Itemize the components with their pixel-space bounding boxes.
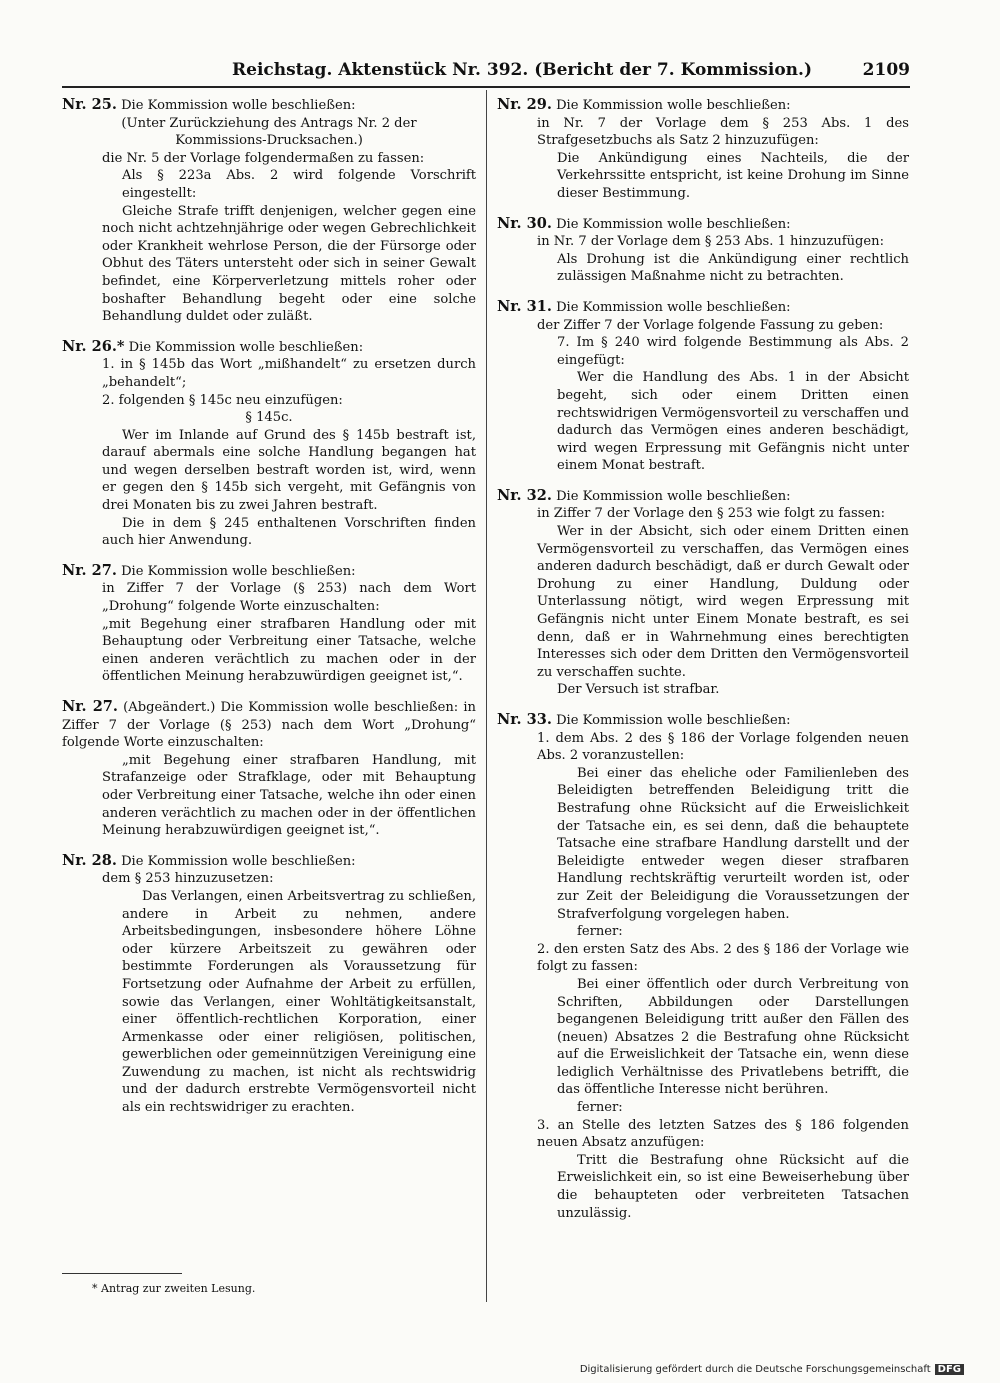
entry-text: in Nr. 7 der Vorlage dem § 253 Abs. 1 hinzuzufügen:	[537, 234, 885, 250]
entry-number: Nr. 30.	[497, 214, 552, 232]
entry-text: Wer in der Absicht, sich oder einem Dritten einen Vermögensvorteil zu verschaffen, das Vermögen eines anderen dadurch beschädigt, daß er durch Gewalt oder Drohung zu einer Handlung, Duldung oder Unterlassung nötigt, wird wegen Erpressung mit Gefängnis nicht unter Einem Monate bestraft, es sei denn, daß er in Wahrnehmung eines berechtigten Interesses sich oder dem Dritten den Vermögensvorteil zu verschaffen suchte.	[537, 524, 909, 680]
entry-text: Tritt die Bestrafung ohne Rücksicht auf die Erweislichkeit ein, so ist eine Beweiserhebung über die behaupteten oder verbreiteten Tatsachen unzulässig.	[557, 1152, 909, 1221]
entry-nr-30	[497, 215, 909, 286]
entry-text: ferner:	[577, 1100, 623, 1116]
entry-intro: Die Kommission wolle beschließen:	[556, 713, 791, 728]
entry-intro: (Abgeändert.) Die Kommission wolle beschließen: in Ziffer 7 der Vorlage (§ 253) nach dem Wort „Drohung“ folgende Worte einzuschalten:	[62, 700, 476, 751]
entry-text: Die in dem § 245 enthaltenen Vorschriften finden auch hier Anwendung.	[102, 515, 476, 549]
entry-nr-32	[497, 487, 909, 699]
entry-text: Bei einer das eheliche oder Familienleben des Beleidigten betreffenden Beleidigung tritt die Bestrafung ohne Rücksicht auf die Erweislichkeit der Tatsache ein, es sei denn, daß die behauptete Tatsache eine strafbare Handlung darstellt und der Beleidigte entweder wegen dieser strafbaren Handlung rechtskräftig verurteilt worden ist, oder zur Zeit der Beleidigung die Voraussetzungen der Strafverfolgung vorgelegen haben.	[557, 765, 909, 922]
entry-text: in Ziffer 7 der Vorlage (§ 253) nach dem Wort „Drohung“ folgende Worte einzuschalten:	[102, 581, 476, 615]
entry-text: Wer die Handlung des Abs. 1 in der Absicht begeht, sich oder einem Dritten einen rechtswidrigen Vermögensvorteil zu verschaffen und dadurch das Vermögen eines anderen beschädigt, wird wegen Erpressung mit Gefängnis nicht unter einem Monat bestraft.	[557, 370, 909, 474]
entry-text: Bei einer öffentlich oder durch Verbreitung von Schriften, Abbildungen oder Darstellungen begangenen Beleidigung tritt außer den Fällen des (neuen) Absatzes 2 die Bestrafung ohne Rücksicht auf die Erweislichkeit der Tatsache ein, wenn diese lediglich Verhältnisse des Privatlebens betrifft, die das öffentliche Interesse nicht berühren.	[557, 976, 909, 1098]
entry-text: 2. folgenden § 145c neu einzufügen:	[102, 392, 343, 408]
entry-text: 1. in § 145b das Wort „mißhandelt“ zu ersetzen durch „behandelt“;	[102, 357, 476, 390]
entry-intro: Die Kommission wolle beschließen:	[556, 299, 791, 315]
entry-text: Wer im Inlande auf Grund des § 145b bestraft ist, darauf abermals eine solche Handlung begangen hat und wegen derselben bestraft worden ist, wird, wenn er gegen den § 145b sich vergeht, mit Gefängnis von drei Monaten bis zu zwei Jahren bestraft.	[102, 427, 476, 514]
entry-intro: Die Kommission wolle beschließen:	[556, 98, 791, 113]
entry-number: Nr. 32.	[497, 486, 552, 504]
entry-nr-29	[497, 96, 909, 203]
footnote-rule	[62, 1273, 182, 1274]
page-header	[62, 60, 910, 86]
credit-text: Digitalisierung gefördert durch die Deutsche Forschungsgemeinschaft	[579, 1364, 931, 1375]
entry-number: Nr. 31.	[497, 297, 552, 315]
entry-intro: Die Kommission wolle beschließen:	[556, 488, 791, 504]
entry-text: „mit Begehung einer strafbaren Handlung oder mit Behauptung oder Verbreitung einer Tatsache, welche einen anderen verächtlich zu machen oder in der öffentlichen Meinung herabzuwürdigen geeignet ist,“.	[102, 616, 476, 685]
header-rule	[62, 86, 910, 88]
entry-text: Die Ankündigung eines Nachteils, die der Verkehrssitte entspricht, ist keine Drohung im Sinne dieser Bestimmung.	[557, 150, 909, 201]
entry-text: der Ziffer 7 der Vorlage folgende Fassung zu geben:	[537, 317, 884, 333]
entry-text: Als Drohung ist die Ankündigung einer rechtlich zulässigen Maßnahme nicht zu betrachten.	[557, 251, 909, 285]
entry-text: „mit Begehung einer strafbaren Handlung, mit Strafanzeige oder Strafklage, oder mit Behauptung oder Verbreitung einer Tatsache, welche ihn oder einen anderen verächtlich zu machen oder in der öffentlichen Meinung herabzuwürdigen geeignet ist,“.	[102, 752, 476, 839]
entry-nr-33	[497, 711, 909, 1222]
entry-text: 7. Im § 240 wird folgende Bestimmung als Abs. 2 eingefügt:	[557, 335, 909, 368]
left-column	[62, 96, 476, 1129]
entry-number: Nr. 33.	[497, 711, 552, 728]
page-number: 2109	[862, 60, 910, 80]
entry-intro: Die Kommission wolle beschließen:	[128, 339, 364, 355]
entry-nr-31	[497, 298, 909, 475]
entry-nr-26	[62, 338, 476, 550]
entry-nr-27	[62, 562, 476, 686]
footnote: * Antrag zur zweiten Lesung.	[92, 1282, 256, 1295]
entry-text: Als § 223a Abs. 2 wird folgende Vorschrift eingestellt:	[122, 168, 476, 201]
entry-text: (Unter Zurückziehung des Antrags Nr. 2 der	[121, 115, 417, 131]
entry-text: in Ziffer 7 der Vorlage den § 253 wie folgt zu fassen:	[537, 506, 886, 522]
entry-text: dem § 253 hinzuzusetzen:	[102, 871, 274, 887]
running-title: Reichstag. Aktenstück Nr. 392. (Bericht der 7. Kommission.)	[232, 60, 813, 80]
dfg-logo: DFG	[935, 1364, 964, 1375]
entry-number: Nr. 27.	[62, 561, 117, 579]
entry-text: 3. an Stelle des letzten Satzes des § 186 folgenden neuen Absatz anzufügen:	[537, 1117, 909, 1151]
entry-intro: Die Kommission wolle beschließen:	[121, 563, 356, 579]
right-column	[497, 96, 909, 1234]
entry-number: Nr. 26.*	[62, 337, 125, 355]
entry-text: 2. den ersten Satz des Abs. 2 des § 186 der Vorlage wie folgt zu fassen:	[537, 941, 909, 975]
entry-text: in Nr. 7 der Vorlage dem § 253 Abs. 1 des Strafgesetzbuchs als Satz 2 hinzuzufügen:	[537, 115, 909, 149]
entry-intro: Die Kommission wolle beschließen:	[556, 216, 791, 232]
entry-text: Kommissions-Drucksachen.)	[175, 133, 363, 149]
entry-number: Nr. 27.	[62, 698, 118, 715]
entry-text: ferner:	[577, 924, 623, 940]
entry-text: § 145c.	[245, 410, 293, 426]
entry-intro: Die Kommission wolle beschließen:	[121, 98, 356, 113]
entry-intro: Die Kommission wolle beschließen:	[121, 853, 356, 869]
entry-number: Nr. 28.	[62, 851, 117, 869]
digitization-credit	[580, 1364, 964, 1375]
entry-text: Der Versuch ist strafbar.	[557, 682, 720, 698]
entry-text: die Nr. 5 der Vorlage folgendermaßen zu fassen:	[102, 150, 425, 166]
entry-number: Nr. 29.	[497, 96, 552, 113]
entry-text: Gleiche Strafe trifft denjenigen, welcher gegen eine noch nicht achtzehnjährige oder wegen Gebrechlichkeit oder Krankheit wehrlose Person, die der Fürsorge oder Obhut des Täters untersteht oder sich in seiner Gewalt befindet, eine Körperverletzung mittels roher oder boshafter Behandlung begeht oder eine solche Behandlung duldet oder zuläßt.	[102, 203, 476, 325]
entry-nr-28	[62, 852, 476, 1117]
entry-nr-25	[62, 96, 476, 326]
entry-nr-27-amended	[62, 698, 476, 840]
entry-text: Das Verlangen, einen Arbeitsvertrag zu schließen, andere in Arbeit zu nehmen, andere Arbeitsbedingungen, insbesondere höhere Löhne oder kürzere Arbeitszeit zu gewähren oder bestimmte Forderungen als Voraussetzung für Fortsetzung oder Aufnahme der Arbeit zu erfüllen, sowie das Verlangen, einer Wohltätigkeitsanstalt, einer öffentlich-rechtlichen Korporation, einer Armenkasse oder einer religiösen, politischen, gewerblichen oder gemeinnützigen Vereinigung eine Zuwendung zu machen, ist nicht als rechtswidrig und der dadurch erstrebte Vermögensvorteil nicht als ein rechtswidriger zu erachten.	[122, 888, 476, 1116]
entry-number: Nr. 25.	[62, 96, 117, 113]
column-divider	[486, 90, 487, 1302]
entry-text: 1. dem Abs. 2 des § 186 der Vorlage folgenden neuen Abs. 2 voranzustellen:	[537, 730, 909, 764]
